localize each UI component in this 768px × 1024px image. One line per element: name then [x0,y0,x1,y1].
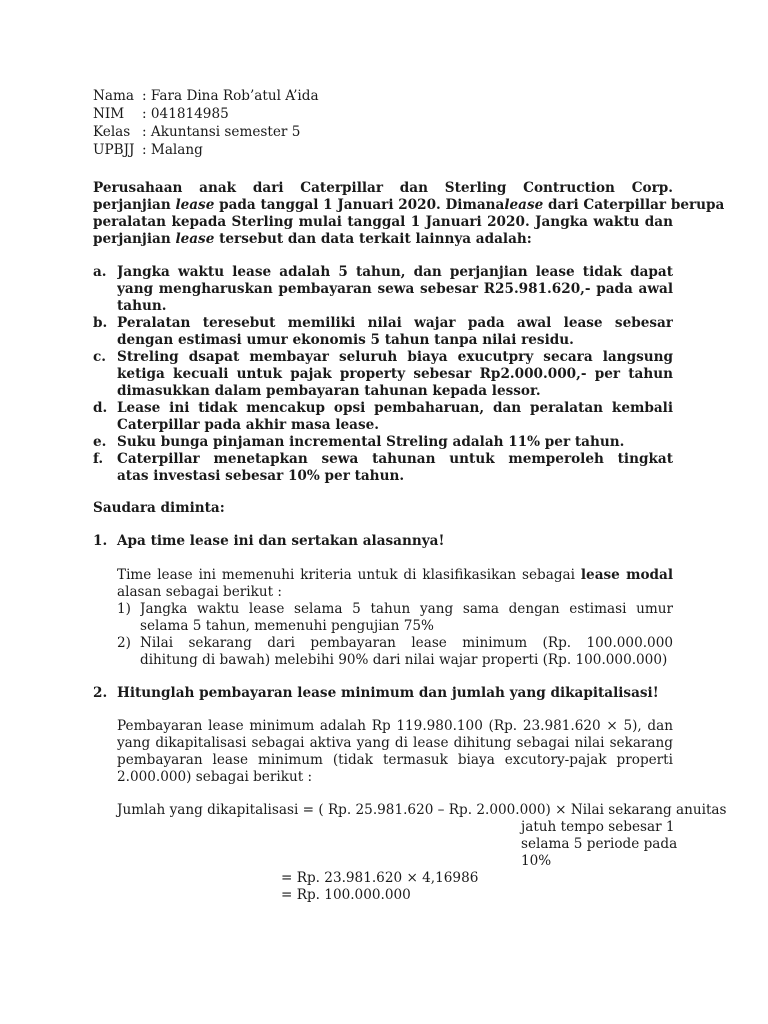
list-item-line: Peralatan teresebut memiliki nilai wajar pada awal lease sebesar [117,315,673,331]
list-marker: b. [93,315,108,331]
reason-line: selama 5 tahun, memenuhi pengujian 75% [140,618,434,634]
question-marker: 1. [93,533,108,549]
intro-line: peralatan kepada Sterling mulai tanggal 1 Januari 2020. Jangka waktu dan [93,214,673,230]
answer-line: yang dikapitalisasi sebagai aktiva yang di lease dihitung sebagai nilai sekarang [117,735,673,751]
list-item-line: Jangka waktu lease adalah 5 tahun, dan perjanjian lease tidak dapat [117,264,673,280]
intro-line: Perusahaan anak dari Caterpillar dan Sterling Contruction Corp. [93,180,673,196]
reason-marker: 1) [117,601,131,617]
list-item-line: Lease ini tidak mencakup opsi pembaharuan, dan peralatan kembali [117,400,673,416]
calculation-line: = Rp. 23.981.620 × 4,16986 [281,870,479,886]
list-item-line: tahun. [117,298,167,314]
reason-line: dihitung di bawah) melebihi 90% dari nilai wajar properti (Rp. 100.000.000) [140,652,668,668]
calculation-note: 10% [521,853,552,869]
list-marker: f. [93,451,104,467]
answer-line: alasan sebagai berikut : [117,584,282,600]
list-marker: c. [93,349,107,365]
calculation-result: = Rp. 100.000.000 [281,887,411,903]
list-item-line: yang mengharuskan pembayaran sewa sebesar R25.981.620,- pada awal [117,281,673,297]
list-item-line: Suku bunga pinjaman incremental Streling adalah 11% per tahun. [117,434,625,450]
list-marker: a. [93,264,107,280]
list-item-line: Streling dsapat membayar seluruh biaya exucutpry secara langsung [117,349,673,365]
reason-line: Jangka waktu lease selama 5 tahun yang sama dengan estimasi umur [140,601,673,617]
question-marker: 2. [93,685,108,701]
reason-line: Nilai sekarang dari pembayaran lease minimum (Rp. 100.000.000 [140,635,673,651]
answer-line: Pembayaran lease minimum adalah Rp 119.980.100 (Rp. 23.981.620 × 5), dan [117,718,673,734]
calculation-note: jatuh tempo sebesar 1 [521,819,675,835]
upbjj-value: : Malang [142,142,203,158]
calculation-note: selama 5 periode pada [521,836,678,852]
nama-label: Nama [93,88,134,104]
list-item-line: dimasukkan dalam pembayaran tahunan kepada lessor. [117,383,541,399]
calculation-line: Jumlah yang dikapitalisasi = ( Rp. 25.981.620 – Rp. 2.000.000) × Nilai sekarang anuitas [117,802,727,818]
list-item-line: Caterpillar menetapkan sewa tahunan untuk memperoleh tingkat [117,451,673,467]
kelas-value: : Akuntansi semester 5 [142,124,301,140]
list-item-line: dengan estimasi umur ekonomis 5 tahun tanpa nilai residu. [117,332,574,348]
reason-marker: 2) [117,635,131,651]
list-item-line: Caterpillar pada akhir masa lease. [117,417,379,433]
list-item-line: atas investasi sebesar 10% per tahun. [117,468,405,484]
upbjj-label: UPBJJ [93,142,135,158]
answer-line: Time lease ini memenuhi kriteria untuk di klasifikasikan sebagai lease modal [117,567,673,583]
list-marker: d. [93,400,108,416]
list-item-line: ketiga kecuali untuk pajak property sebesar Rp2.000.000,- per tahun [117,366,673,382]
intro-line: perjanjian lease tersebut dan data terkait lainnya adalah: [93,231,532,247]
list-marker: e. [93,434,107,450]
question-title: Hitunglah pembayaran lease minimum dan jumlah yang dikapitalisasi! [117,685,659,701]
nim-label: NIM [93,106,125,122]
answer-line: 2.000.000) sebagai berikut : [117,769,313,785]
answer-line: pembayaran lease minimum (tidak termasuk biaya excutory-pajak properti [117,752,673,768]
nim-value: : 041814985 [142,106,229,122]
intro-line: perjanjian lease pada tanggal 1 Januari 2020. Dimanalease dari Caterpillar berupa [93,197,725,213]
nama-value: : Fara Dina Rob’atul A’ida [142,88,319,104]
diminta-heading: Saudara diminta: [93,500,225,516]
question-title: Apa time lease ini dan sertakan alasannya! [117,533,445,549]
kelas-label: Kelas [93,124,131,140]
